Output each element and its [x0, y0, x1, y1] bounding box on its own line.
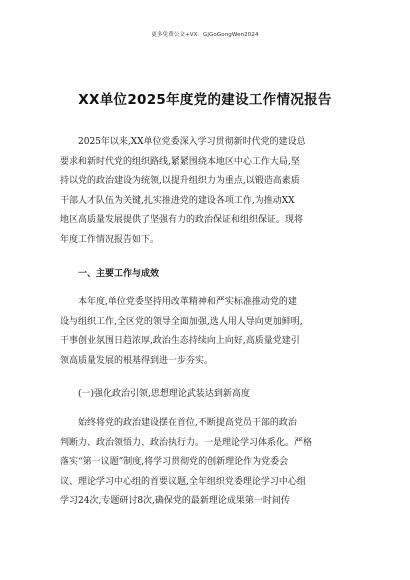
paragraph-line: 2025年以来,XX单位党委深入学习贯彻新时代党的建设总 [78, 137, 306, 147]
paragraph-line: 议、理论学习中心组的首要议题,全年组织党委理论学习中心组 [60, 476, 306, 487]
paragraph-line: 地区高质量发展提供了坚强有力的政治保证和组织保证。现将 [60, 215, 304, 225]
paragraph-line: 设与组织工作,全区党的领导全面加强,选人用人导向更加鲜明, [60, 316, 303, 327]
subsection-heading: (一)强化政治引领,思想理论武装达到新高度 [78, 389, 250, 399]
paragraph-line: 年度工作情况报告如下。 [60, 234, 160, 245]
paragraph-line: 干事创业氛围日趋浓厚,政治生态持续向上向好,高质量党建引 [60, 336, 300, 346]
paragraph-line: 领高质量发展的根基得到进一步夯实。 [60, 355, 214, 366]
paragraph-line: 要求和新时代党的组织路线,紧紧围绕本地区中心工作大局,坚 [60, 156, 300, 167]
paragraph-line: 始终将党的政治建设摆在首位,不断提高党员干部的政治 [78, 418, 297, 428]
intro-paragraph [60, 133, 351, 250]
section-heading: 一、主要工作与成效 [78, 269, 160, 279]
subsection-paragraph [60, 414, 351, 512]
watermark-text: 更多免费公文+VX：GjGoGongWen2024 [151, 32, 259, 38]
paragraph-line: 落实“第一议题”制度,将学习贯彻党的创新理论作为党委会 [60, 457, 289, 467]
document-title: XX单位2025年度党的建设工作情况报告 [78, 92, 332, 108]
section-paragraph [60, 293, 351, 371]
paragraph-line: 干部人才队伍为关键,扎实推进党的建设各项工作,为推动XX [60, 195, 295, 206]
paragraph-line: 持以党的政治建设为统领,以提升组织力为重点,以锻造高素质 [60, 176, 300, 186]
paragraph-line: 判断力、政治领悟力、政治执行力。一是理论学习体系化。严格 [60, 437, 313, 448]
paragraph-line: 学习24次,专题研讨8次,确保党的最新理论成果第一时间传 [60, 496, 290, 506]
paragraph-line: 本年度,单位党委坚持用改革精神和严实标准推动党的建 [78, 297, 297, 307]
